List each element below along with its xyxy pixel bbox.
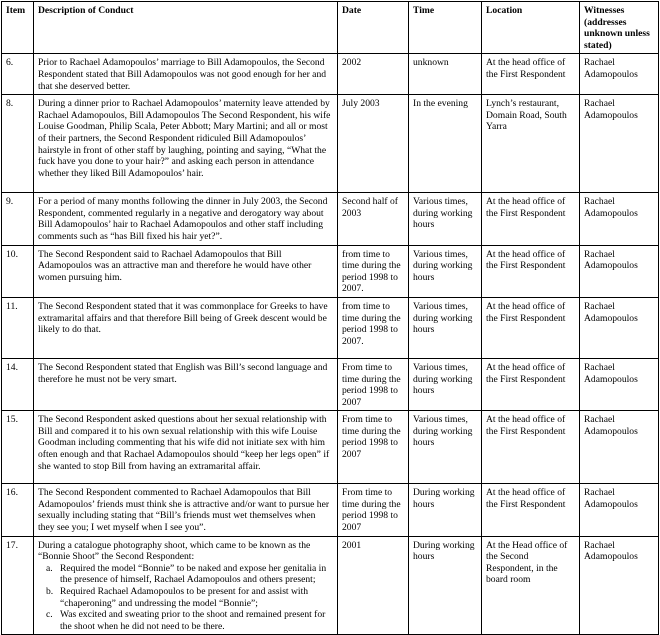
sub-item bbox=[38, 609, 333, 632]
item-number: 14. bbox=[2, 358, 34, 410]
conduct-time: Various times, during working hours bbox=[409, 358, 482, 410]
conduct-witnesses: Rachael Adamopoulos bbox=[580, 297, 659, 358]
conduct-description: The Second Respondent said to Rachael Adamopoulos that Bill Adamopoulos was an attractive man and therefore he would have other women pursuing him. bbox=[34, 245, 338, 297]
sub-item-text: Required Rachael Adamopoulos to be present for and assist with “chaperoning” and undressing the model “Bonnie”; bbox=[60, 586, 309, 609]
conduct-date: 2002 bbox=[338, 54, 409, 95]
conduct-location: Lynch’s restaurant, Domain Road, South Yarra bbox=[482, 95, 580, 193]
conduct-location: At the head office of the First Respondent bbox=[482, 245, 580, 297]
sub-item-text: Required the model “Bonnie” to be naked and expose her genitalia in the presence of himself, Rachael Adamopoulos and others present; bbox=[60, 562, 327, 586]
conduct-time: Various times, during working hours bbox=[409, 193, 482, 245]
conduct-description: The Second Respondent stated that English was Bill’s second language and therefore he must not be very smart. bbox=[34, 358, 338, 410]
conduct-location: At the Head office of the Second Respondent, in the board room bbox=[482, 536, 580, 635]
conduct-date: From time to time during the period 1998 to 2007 bbox=[338, 411, 409, 484]
conduct-time: Various times, during working hours bbox=[409, 245, 482, 297]
conduct-location: At the head office of the First Respondent bbox=[482, 358, 580, 410]
conduct-time: In the evening bbox=[409, 95, 482, 193]
conduct-date: July 2003 bbox=[338, 95, 409, 193]
sub-item-list bbox=[38, 563, 333, 633]
conduct-table bbox=[1, 1, 659, 635]
conduct-time: Various times, during working hours bbox=[409, 411, 482, 484]
conduct-description: The Second Respondent commented to Rachael Adamopoulos that Bill Adamopoulos’ friends must think she is attractive and/or want to pursue her sexually including stating that “Bill’s friends must wet themselves when they see you; I wet myself when I see you”. bbox=[34, 484, 338, 536]
header-description: Description of Conduct bbox=[34, 2, 338, 54]
sub-item-text: Was excited and sweating prior to the shoot and remained present for the shoot when he did not need to be there. bbox=[60, 609, 326, 632]
table-row bbox=[2, 245, 659, 297]
conduct-time: During working hours bbox=[409, 484, 482, 536]
item-number: 8. bbox=[2, 95, 34, 193]
item-number: 17. bbox=[2, 536, 34, 635]
conduct-date: 2001 bbox=[338, 536, 409, 635]
table-row bbox=[2, 193, 659, 245]
conduct-witnesses: Rachael Adamopoulos bbox=[580, 536, 659, 635]
header-item: Item bbox=[2, 2, 34, 54]
conduct-description: For a period of many months following the dinner in July 2003, the Second Respondent, commented regularly in a negative and derogatory way about Bill Adamopoulos’ hair to Rachael Adamopoulos and other staff including comments such as “has Bill fixed his hair yet?”. bbox=[34, 193, 338, 245]
header-location: Location bbox=[482, 2, 580, 54]
item-number: 6. bbox=[2, 54, 34, 95]
conduct-date: Second half of 2003 bbox=[338, 193, 409, 245]
conduct-witnesses: Rachael Adamopoulos bbox=[580, 484, 659, 536]
conduct-witnesses: Rachael Adamopoulos bbox=[580, 193, 659, 245]
conduct-location: At the head office of the First Respondent bbox=[482, 193, 580, 245]
item-number: 10. bbox=[2, 245, 34, 297]
conduct-date: from time to time during the period 1998 to 2007. bbox=[338, 297, 409, 358]
conduct-date: from time to time during the period 1998 to 2007. bbox=[338, 245, 409, 297]
table-row bbox=[2, 411, 659, 484]
item-number: 16. bbox=[2, 484, 34, 536]
conduct-description: The Second Respondent asked questions about her sexual relationship with Bill and compared it to his own sexual relationship with this wife Louise Goodman including commenting that his wife did not initiate sex with him often enough and that Rachael Adamopoulos should “keep her legs open” if she wanted to stop Bill from having an extramarital affair. bbox=[34, 411, 338, 484]
table-row bbox=[2, 536, 659, 635]
sub-item bbox=[38, 586, 333, 609]
conduct-witnesses: Rachael Adamopoulos bbox=[580, 54, 659, 95]
conduct-time: Various times, during working hours bbox=[409, 297, 482, 358]
header-time: Time bbox=[409, 2, 482, 54]
conduct-location: At the head office of the First Respondent bbox=[482, 297, 580, 358]
conduct-location: At the head office of the First Respondent bbox=[482, 411, 580, 484]
header-row bbox=[2, 2, 659, 54]
conduct-time: unknown bbox=[409, 54, 482, 95]
conduct-date: From time to time during the period 1998 to 2007 bbox=[338, 484, 409, 536]
sub-item-marker: c. bbox=[46, 609, 53, 621]
table-row bbox=[2, 484, 659, 536]
table-row bbox=[2, 95, 659, 193]
conduct-location: At the head office of the First Respondent bbox=[482, 54, 580, 95]
description-intro: During a catalogue photography shoot, which came to be known as the “Bonnie Shoot” the Second Respondent: bbox=[38, 539, 311, 563]
conduct-witnesses: Rachael Adamopoulos bbox=[580, 95, 659, 193]
table-row bbox=[2, 297, 659, 358]
conduct-witnesses: Rachael Adamopoulos bbox=[580, 245, 659, 297]
conduct-time: During working hours bbox=[409, 536, 482, 635]
table-row bbox=[2, 54, 659, 95]
conduct-date: From time to time during the period 1998 to 2007 bbox=[338, 358, 409, 410]
conduct-witnesses: Rachael Adamopoulos bbox=[580, 358, 659, 410]
item-number: 9. bbox=[2, 193, 34, 245]
item-number: 11. bbox=[2, 297, 34, 358]
sub-item-marker: a. bbox=[46, 562, 53, 574]
conduct-description: The Second Respondent stated that it was commonplace for Greeks to have extramarital affairs and that therefore Bill being of Greek descent would be likely to do that. bbox=[34, 297, 338, 358]
conduct-description: Prior to Rachael Adamopoulos’ marriage to Bill Adamopoulos, the Second Respondent stated that Bill Adamopoulos was not good enough for her and that she deserved better. bbox=[34, 54, 338, 95]
table-row bbox=[2, 358, 659, 410]
item-number: 15. bbox=[2, 411, 34, 484]
conduct-description: During a dinner prior to Rachael Adamopoulos’ maternity leave attended by Rachael Adamopoulos, Bill Adamopoulos The Second Respondent, his wife Louise Goodman, Philip Scala, Peter Abbott; Mary Martini; and all or most of their partners, the Second Respondent ridiculed Bill Adamopoulos’ hairstyle in front of other staff by laughing, pointing and saying, “What the fuck have you done to your hair?” and asking each person in attendance whether they liked Bill Adamopoulos’ hair. bbox=[34, 95, 338, 193]
header-date: Date bbox=[338, 2, 409, 54]
conduct-description bbox=[34, 536, 338, 635]
sub-item bbox=[38, 563, 333, 586]
sub-item-marker: b. bbox=[46, 586, 54, 598]
conduct-location: At the head office of the First Respondent bbox=[482, 484, 580, 536]
conduct-witnesses: Rachael Adamopoulos bbox=[580, 411, 659, 484]
header-witnesses: Witnesses (addresses unknown unless stated) bbox=[580, 2, 659, 54]
